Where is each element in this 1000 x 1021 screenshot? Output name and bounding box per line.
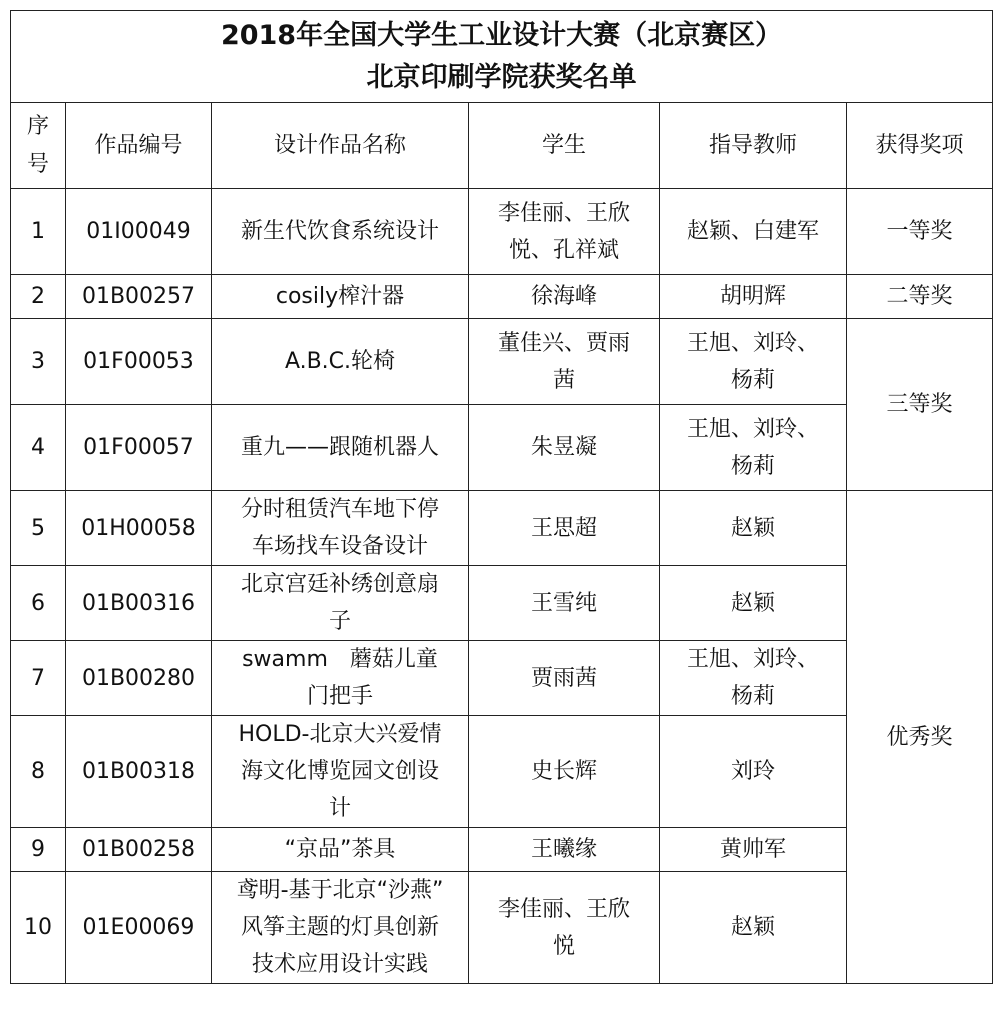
cell-student-line: 悦、孔祥斌: [508, 237, 619, 263]
cell-seq: 8: [11, 716, 66, 828]
header-award: 获得奖项: [847, 103, 993, 189]
cell-code: 01H00058: [66, 491, 212, 566]
title-row: [11, 11, 993, 103]
table-row: [11, 491, 993, 566]
cell-work-line: 鸢明-基于北京“沙燕”: [236, 878, 444, 903]
cell-teacher-line: 杨莉: [730, 453, 775, 479]
cell-award-second: 二等奖: [847, 275, 993, 319]
cell-code: 01B00258: [66, 828, 212, 872]
cell-seq: 3: [11, 319, 66, 405]
cell-work: [212, 872, 469, 984]
cell-teacher-line: 刘玲: [730, 759, 775, 784]
cell-work: [212, 828, 469, 872]
award-table: [10, 10, 993, 984]
cell-work: [212, 189, 469, 275]
cell-code: 01B00257: [66, 275, 212, 319]
cell-work-line: HOLD-北京大兴爱情: [238, 722, 442, 747]
cell-code: 01I00049: [66, 189, 212, 275]
header-row: [11, 103, 993, 189]
cell-code: 01E00069: [66, 872, 212, 984]
cell-work-line: 技术应用设计实践: [251, 952, 428, 977]
table-row: [11, 189, 993, 275]
cell-work: [212, 491, 469, 566]
cell-work-line: 新生代饮食系统设计: [240, 219, 439, 244]
cell-teacher-line: 黄帅军: [719, 837, 786, 862]
header-student: 学生: [469, 103, 660, 189]
cell-seq: 4: [11, 405, 66, 491]
table-row: [11, 566, 993, 641]
cell-student-line: 李佳丽、王欣: [497, 896, 630, 922]
table-row: [11, 716, 993, 828]
cell-teacher: [660, 189, 847, 275]
cell-student-line: 贾雨茜: [530, 665, 597, 691]
cell-teacher-line: 王旭、刘玲、: [686, 416, 819, 442]
cell-teacher-line: 王旭、刘玲、: [686, 647, 819, 672]
cell-work: [212, 566, 469, 641]
cell-student-line: 王思超: [530, 515, 597, 541]
table-row: [11, 319, 993, 405]
cell-student: [469, 716, 660, 828]
cell-student-line: 悦: [552, 933, 575, 959]
cell-student: [469, 189, 660, 275]
cell-student-line: 徐海峰: [530, 284, 597, 309]
cell-code: 01B00280: [66, 641, 212, 716]
table-row: [11, 828, 993, 872]
cell-student: [469, 405, 660, 491]
cell-teacher: [660, 405, 847, 491]
table-row: [11, 275, 993, 319]
cell-teacher: [660, 716, 847, 828]
cell-student: [469, 641, 660, 716]
header-code: 作品编号: [66, 103, 212, 189]
cell-work-line: 车场找车设备设计: [251, 534, 428, 559]
cell-student-line: 董佳兴、贾雨: [497, 330, 630, 356]
header-teacher: 指导教师: [660, 103, 847, 189]
header-seq-line-1: 序: [26, 113, 49, 139]
cell-teacher-line: 赵颖: [730, 590, 775, 616]
table-row: [11, 872, 993, 984]
cell-code: 01F00053: [66, 319, 212, 405]
cell-work-line: 北京宫廷补绣创意扇: [240, 572, 439, 597]
table-row: [11, 405, 993, 491]
cell-seq: 7: [11, 641, 66, 716]
cell-teacher-line: 赵颖、白建军: [686, 219, 819, 244]
cell-code: 01F00057: [66, 405, 212, 491]
cell-student-line: 王曦缘: [530, 837, 597, 862]
cell-teacher: [660, 319, 847, 405]
cell-award-excellent: 优秀奖: [847, 491, 993, 984]
cell-work-line: 重九——跟随机器人: [240, 435, 439, 460]
header-seq: [11, 103, 66, 189]
cell-student: [469, 319, 660, 405]
cell-teacher: [660, 828, 847, 872]
header-work: 设计作品名称: [212, 103, 469, 189]
cell-student-line: 王雪纯: [530, 590, 597, 616]
cell-teacher: [660, 566, 847, 641]
cell-code: 01B00316: [66, 566, 212, 641]
cell-student-line: 朱昱凝: [530, 435, 597, 460]
cell-teacher: [660, 641, 847, 716]
cell-seq: 5: [11, 491, 66, 566]
cell-seq: 9: [11, 828, 66, 872]
table-title: [11, 11, 993, 103]
cell-student: [469, 491, 660, 566]
cell-work-line: 门把手: [306, 684, 373, 709]
cell-teacher-line: 胡明辉: [719, 284, 786, 309]
cell-seq: 2: [11, 275, 66, 319]
cell-work-line: cosily榨汁器: [275, 284, 405, 309]
cell-work-line: “京品”茶具: [284, 837, 396, 862]
cell-work-line: 计: [328, 796, 351, 821]
cell-student: [469, 872, 660, 984]
cell-work-line: A.B.C.轮椅: [284, 349, 396, 374]
title-line-2: 北京印刷学院获奖名单: [366, 61, 637, 93]
cell-work-line: 海文化博览园文创设: [240, 759, 439, 784]
cell-teacher: [660, 275, 847, 319]
header-seq-line-2: 号: [26, 151, 49, 177]
cell-teacher-line: 杨莉: [730, 684, 775, 709]
cell-teacher-line: 赵颖: [730, 515, 775, 541]
cell-teacher: [660, 872, 847, 984]
cell-student: [469, 566, 660, 641]
cell-work-line: 子: [328, 609, 351, 634]
cell-teacher: [660, 491, 847, 566]
cell-seq: 6: [11, 566, 66, 641]
cell-teacher-line: 杨莉: [730, 367, 775, 393]
cell-award-first: 一等奖: [847, 189, 993, 275]
cell-work: [212, 641, 469, 716]
cell-code: 01B00318: [66, 716, 212, 828]
table-row: [11, 641, 993, 716]
cell-award-third: 三等奖: [847, 319, 993, 491]
cell-student-line: 李佳丽、王欣: [497, 200, 630, 226]
cell-work: [212, 405, 469, 491]
cell-work-line: 分时租赁汽车地下停: [240, 497, 439, 522]
cell-work: [212, 319, 469, 405]
cell-work-line: 风筝主题的灯具创新: [240, 915, 439, 940]
cell-teacher-line: 王旭、刘玲、: [686, 330, 819, 356]
cell-work: [212, 716, 469, 828]
cell-student: [469, 275, 660, 319]
cell-work-line: swamm 蘑菇儿童: [242, 647, 438, 672]
cell-student-line: 史长辉: [530, 759, 597, 784]
cell-seq: 1: [11, 189, 66, 275]
cell-teacher-line: 赵颖: [730, 915, 775, 940]
title-line-1: 2018年全国大学生工业设计大赛（北京赛区）: [220, 19, 783, 51]
cell-seq: 10: [11, 872, 66, 984]
cell-student-line: 茜: [552, 367, 575, 393]
cell-student: [469, 828, 660, 872]
cell-work: [212, 275, 469, 319]
